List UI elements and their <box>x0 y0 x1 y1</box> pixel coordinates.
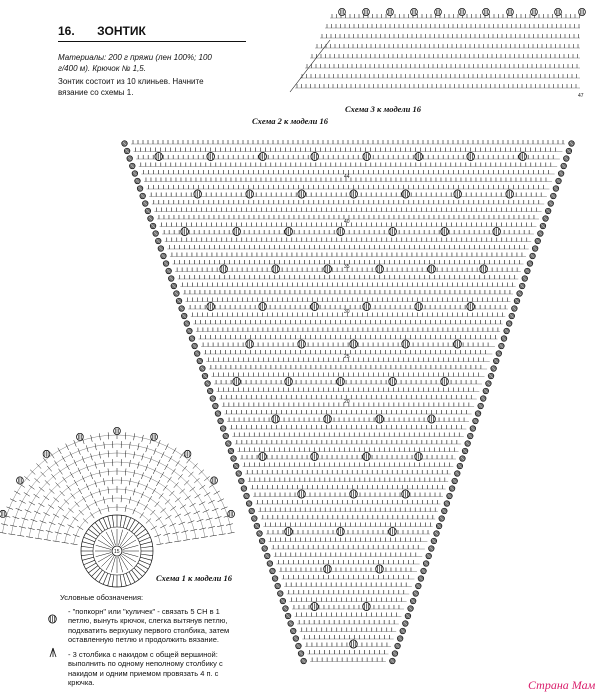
intro-text: Зонтик состоит из 10 клиньев. Начните вязание со схемы 1. <box>58 77 204 97</box>
scheme3-row-number: 47 <box>578 93 584 99</box>
cluster-icon <box>50 648 56 657</box>
article-title: ЗОНТИК <box>97 24 146 38</box>
materials-text: Материалы: 200 г пряжи (лен 100%; 100 г/400 м). Крючок № 1,5. <box>58 53 212 73</box>
legend <box>60 593 230 693</box>
legend-popcorn-text: - "попкорн" или "куличек" - связать 5 СН в 1 петлю, вынуть крючок, слегка вытянув петлю, подхватить верхушку первого столбика, затем оставленную петлю и продолжить вязание. <box>68 606 230 644</box>
scheme2-row-number: 44 <box>344 174 350 180</box>
popcorn-icon <box>49 615 57 623</box>
scheme-1-diagram <box>0 427 235 587</box>
legend-cluster-text: - 3 столбика с накидом с общей вершиной: выполнить по одному неполному столбику с накидом и одним приемом провязать 4 п. с крючка. <box>68 649 223 687</box>
legend-item-cluster <box>60 650 230 688</box>
scheme2-row-number: 35 <box>344 264 350 270</box>
scheme2-row-number: 25 <box>344 354 350 360</box>
legend-title: Условные обозначения: <box>60 593 144 602</box>
article-number: 16. <box>58 24 75 38</box>
watermark: Страна Мам <box>528 678 596 692</box>
scheme2-row-number: 20 <box>344 399 350 405</box>
scheme2-caption: Схема 2 к модели 16 <box>252 116 328 126</box>
scheme2-row-number: 40 <box>344 219 350 225</box>
legend-item-popcorn <box>60 607 230 645</box>
scheme1-center-number: 15 <box>114 549 120 555</box>
scheme2-row-number: 30 <box>344 309 350 315</box>
scheme1-caption: Схема 1 к модели 16 <box>156 573 232 583</box>
scheme-2-diagram <box>122 140 575 664</box>
scheme3-caption: Схема 3 к модели 16 <box>345 104 421 114</box>
scheme-3-diagram <box>290 8 585 92</box>
